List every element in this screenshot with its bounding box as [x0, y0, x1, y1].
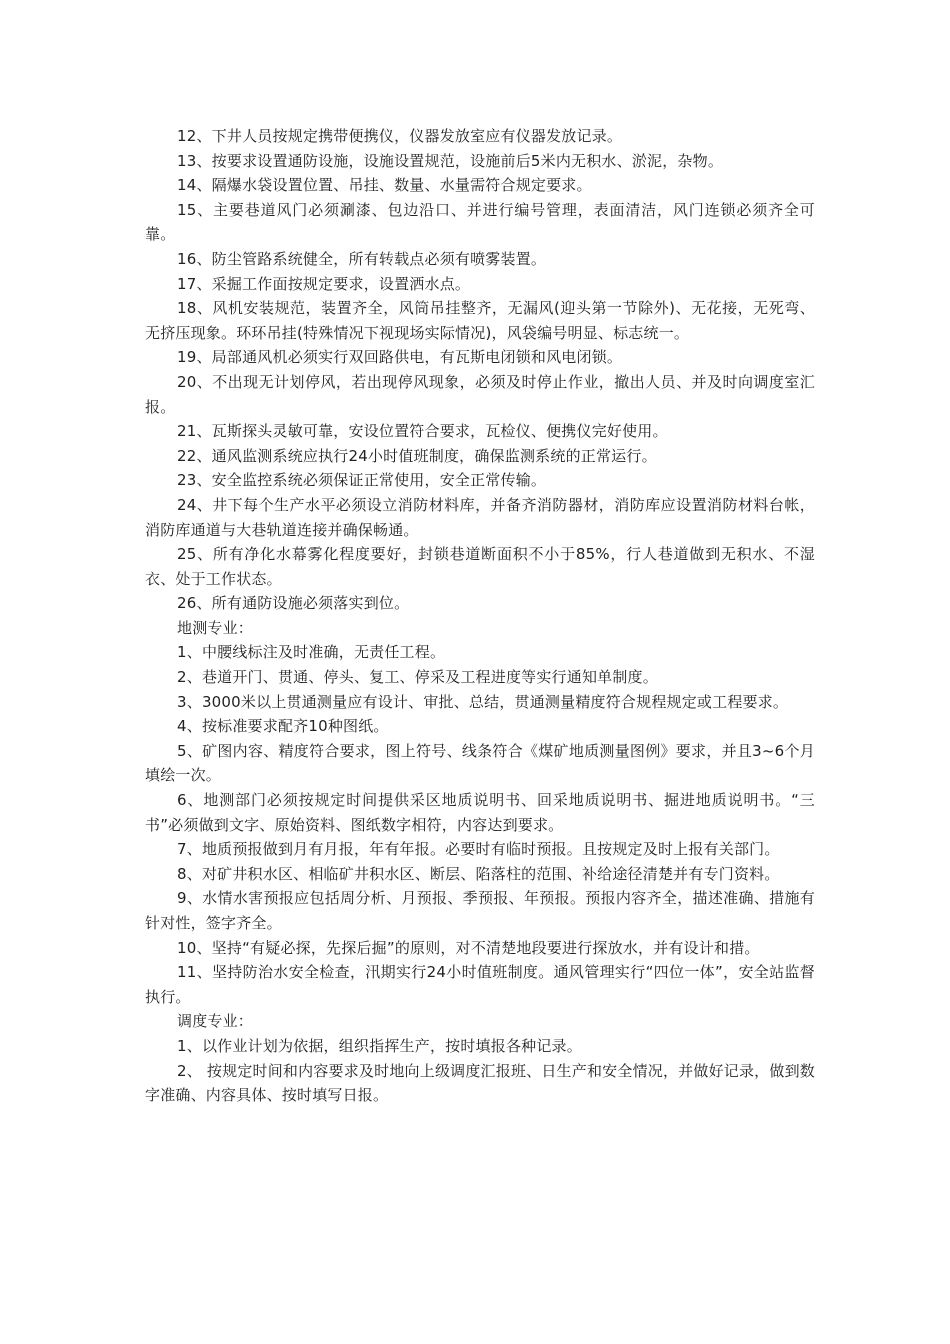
paragraph-item-15: 15、主要巷道风门必须涮漆、包边沿口、并进行编号管理，表面清洁，风门连锁必须齐全可靠。: [145, 200, 815, 244]
paragraph-item-12: 12、下井人员按规定携带便携仪，仪器发放室应有仪器发放记录。: [177, 127, 623, 145]
paragraph-geology-10: 10、坚持“有疑必探，先探后掘”的原则，对不清楚地段要进行探放水，并有设计和措。: [177, 938, 760, 957]
paragraph-dispatch-2: 2、 按规定时间和内容要求及时地向上级调度汇报班、日生产和安全情况，并做好记录，做到数字准确、内容具体、按时填写日报。: [145, 1061, 815, 1105]
paragraph-item-16: 16、防尘管路系统健全，所有转载点必须有喷雾装置。: [177, 249, 547, 268]
paragraph-dispatch-1: 1、以作业计划为依据，组织指挥生产，按时填报各种记录。: [177, 1036, 582, 1055]
paragraph-item-22: 22、通风监测系统应执行24小时值班制度，确保监测系统的正常运行。: [177, 446, 657, 465]
section-heading-dispatch: 调度专业：: [177, 1012, 254, 1031]
paragraph-item-24: 24、井下每个生产水平必须设立消防材料库，并备齐消防器材，消防库应设置消防材料台帐，消防库通道与大巷轨道连接并确保畅通。: [145, 495, 815, 539]
paragraph-geology-1: 1、中腰线标注及时准确，无责任工程。: [177, 643, 446, 662]
paragraph-item-20: 20、不出现无计划停风，若出现停风现象，必须及时停止作业，撤出人员、并及时向调度室汇报。: [145, 372, 815, 416]
paragraph-item-23: 23、安全监控系统必须保证正常使用，安全正常传输。: [177, 471, 547, 490]
paragraph-geology-8: 8、对矿井积水区、相临矿井积水区、断层、陷落柱的范围、补给途径清楚并有专门资料。: [177, 864, 780, 883]
section-heading-geology-survey: 地测专业：: [177, 618, 254, 637]
paragraph-item-25: 25、所有净化水幕雾化程度要好，封锁巷道断面积不小于85%，行人巷道做到无积水、不湿衣、处于工作状态。: [145, 545, 815, 588]
paragraph-geology-6: 6、地测部门必须按规定时间提供采区地质说明书、回采地质说明书、掘进地质说明书。“三书”必须做到文字、原始资料、图纸数字相符，内容达到要求。: [145, 791, 815, 834]
paragraph-geology-11: 11、坚持防治水安全检查，汛期实行24小时值班制度。通风管理实行“四位一体”，安全站监督执行。: [145, 963, 815, 1006]
paragraph-geology-2: 2、巷道开门、贯通、停头、复工、停采及工程进度等实行通知单制度。: [177, 668, 658, 687]
paragraph-geology-3: 3、3000米以上贯通测量应有设计、审批、总结，贯通测量精度符合规程规定或工程要求。: [177, 692, 789, 711]
paragraph-item-21: 21、瓦斯探头灵敏可靠，安设位置符合要求，瓦检仪、便携仪完好使用。: [177, 422, 668, 441]
paragraph-item-17: 17、采掘工作面按规定要求，设置洒水点。: [177, 274, 471, 293]
paragraph-geology-5: 5、矿图内容、精度符合要求，图上符号、线条符合《煤矿地质测量图例》要求，并且3~6个月填绘一次。: [145, 741, 815, 785]
paragraph-item-18: 18、风机安装规范，装置齐全，风筒吊挂整齐，无漏风(迎头第一节除外)、无花接，无死弯、无挤压现象。环环吊挂(特殊情况下视现场实际情况)，风袋编号明显、标志统一。: [145, 299, 815, 342]
paragraph-item-14: 14、隔爆水袋设置位置、吊挂、数量、水量需符合规定要求。: [177, 176, 592, 195]
paragraph-geology-7: 7、地质预报做到月有月报，年有年报。必要时有临时预报。且按规定及时上报有关部门。: [177, 840, 780, 859]
paragraph-item-13: 13、按要求设置通防设施，设施设置规范，设施前后5米内无积水、淤泥，杂物。: [177, 151, 724, 170]
paragraph-item-26: 26、所有通防设施必须落实到位。: [177, 594, 410, 613]
paragraph-item-19: 19、局部通风机必须实行双回路供电，有瓦斯电闭锁和风电闭锁。: [177, 348, 623, 367]
paragraph-geology-9: 9、水情水害预报应包括周分析、月预报、季预报、年预报。预报内容齐全，描述准确、措施有针对性，签字齐全。: [145, 889, 815, 932]
paragraph-geology-4: 4、按标准要求配齐10种图纸。: [177, 717, 389, 736]
document-body: [145, 124, 815, 1108]
